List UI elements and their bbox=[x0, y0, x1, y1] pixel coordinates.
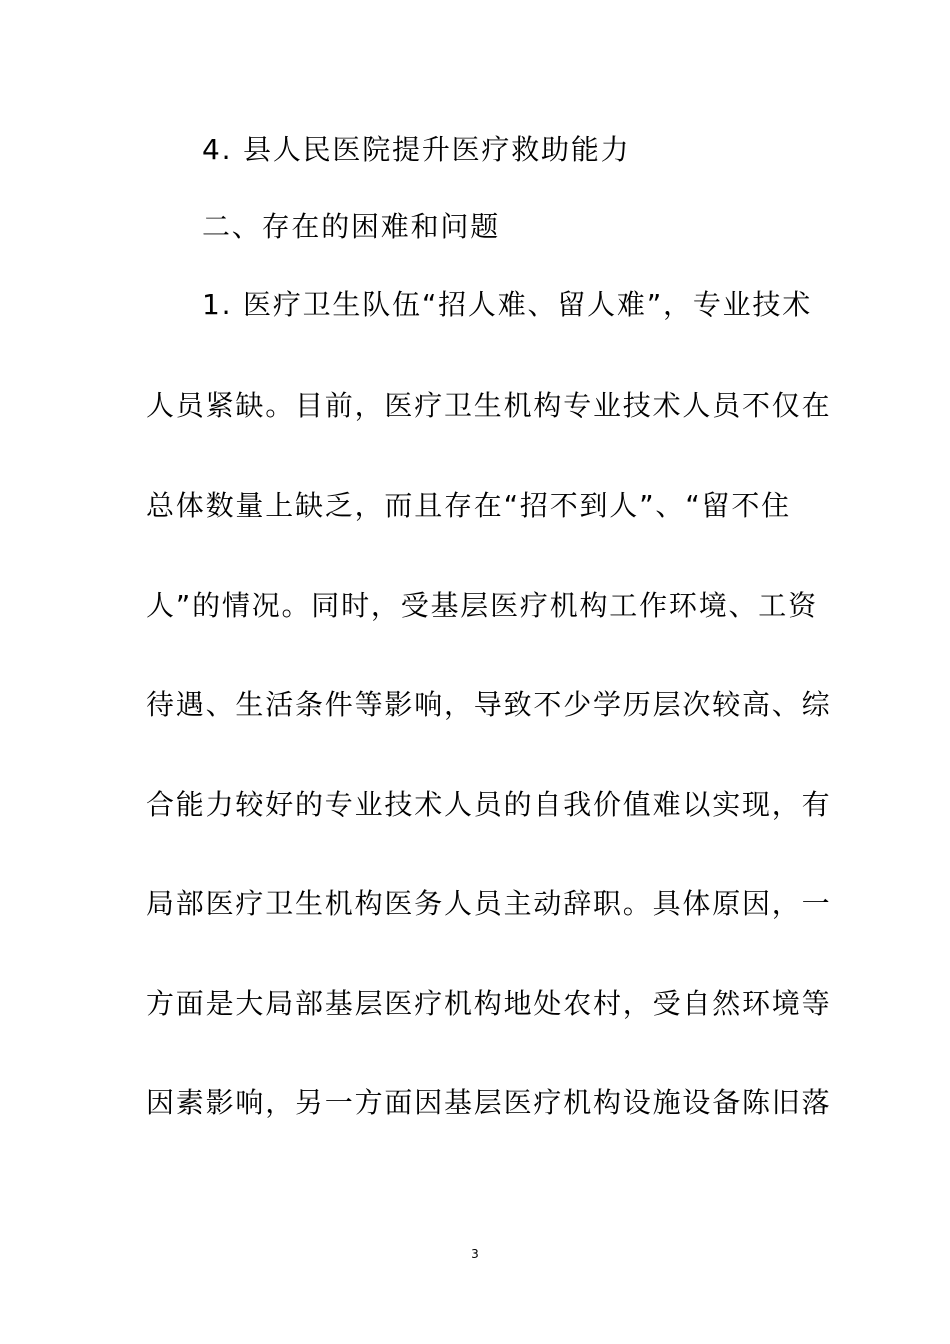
paragraph-line: 合能力较好的专业技术人员的自我价值难以实现，有 bbox=[146, 788, 832, 821]
paragraph-line: 待遇、生活条件等影响，导致不少学历层次较高、综 bbox=[146, 688, 832, 721]
page-number: 3 bbox=[471, 1247, 479, 1261]
paragraph-line: 总体数量上缺乏，而且存在“招不到人”、“留不住 bbox=[146, 489, 791, 522]
paragraph-line: 局部医疗卫生机构医务人员主动辞职。具体原因，一 bbox=[146, 887, 832, 920]
paragraph-line: 因素影响，另一方面因基层医疗机构设施设备陈旧落 bbox=[146, 1086, 832, 1119]
section-heading: 二、存在的困难和问题 bbox=[202, 210, 501, 243]
paragraph-line: 方面是大局部基层医疗机构地处农村，受自然环境等 bbox=[146, 987, 832, 1020]
paragraph-line: 1. 医疗卫生队伍“招人难、留人难”，专业技术 bbox=[202, 288, 813, 321]
heading-item-4: 4. 县人民医院提升医疗救助能力 bbox=[202, 133, 631, 166]
paragraph-line: 人”的情况。同时，受基层医疗机构工作环境、工资 bbox=[146, 589, 818, 622]
paragraph-line: 人员紧缺。目前，医疗卫生机构专业技术人员不仅在 bbox=[146, 389, 832, 422]
